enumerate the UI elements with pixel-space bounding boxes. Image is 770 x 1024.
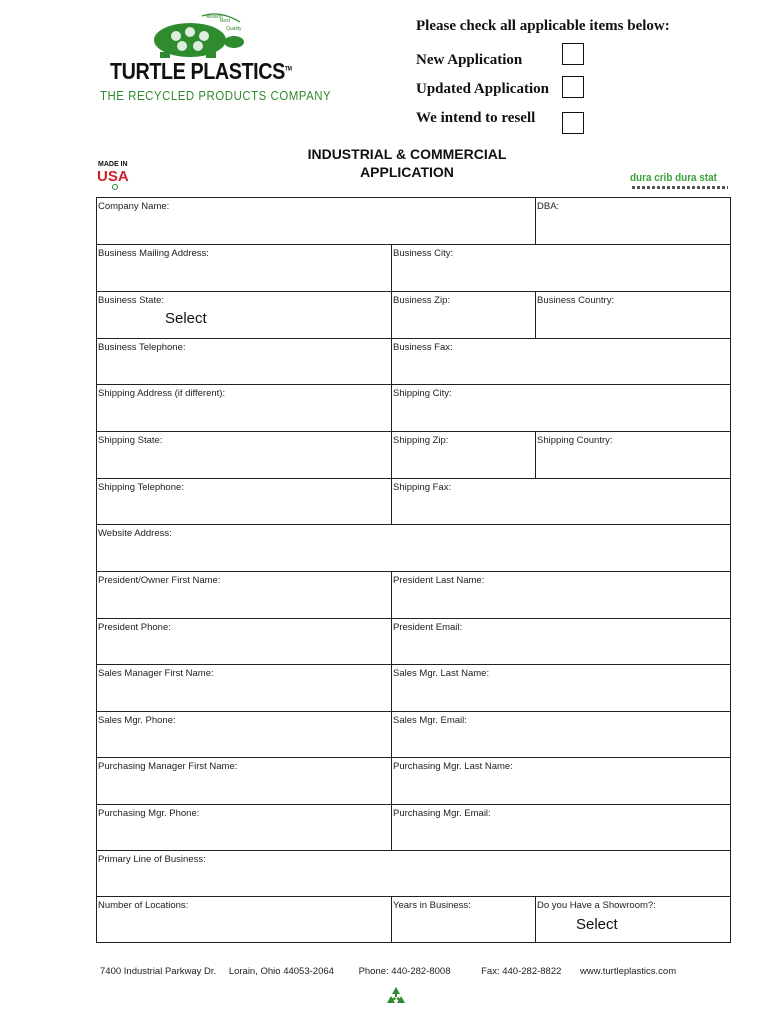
business-mailing-address-label: Business Mailing Address: xyxy=(98,248,209,259)
president-email-field[interactable] xyxy=(391,618,731,665)
business-city-label: Business City: xyxy=(393,248,454,259)
president-phone-label: President Phone: xyxy=(98,622,171,633)
purchasing-manager-first-name-label: Purchasing Manager First Name: xyxy=(98,761,238,772)
svg-text:USA: USA xyxy=(97,168,129,185)
updated-application-checkbox[interactable] xyxy=(562,76,584,98)
business-zip-label: Business Zip: xyxy=(393,295,451,306)
purchasing-mgr-email-field[interactable] xyxy=(391,804,731,851)
shipping-address-label: Shipping Address (if different): xyxy=(98,388,226,399)
turtle-logo xyxy=(140,8,260,60)
shipping-country-field[interactable] xyxy=(535,431,731,479)
sales-mgr-last-name-field[interactable] xyxy=(391,664,731,712)
purchasing-mgr-last-name-label: Purchasing Mgr. Last Name: xyxy=(393,761,513,772)
sales-mgr-email-label: Sales Mgr. Email: xyxy=(393,715,467,726)
business-zip-field[interactable] xyxy=(391,291,536,339)
sales-mgr-phone-label: Sales Mgr. Phone: xyxy=(98,715,176,726)
logo-word: Quality xyxy=(226,26,242,32)
showroom-field[interactable] xyxy=(535,896,731,943)
footer-fax: Fax: 440-282-8822 xyxy=(481,966,562,977)
number-of-locations-label: Number of Locations: xyxy=(98,900,189,911)
shipping-city-label: Shipping City: xyxy=(393,388,452,399)
logo-word: Best xyxy=(220,18,231,24)
showroom-label: Do you Have a Showroom?: xyxy=(537,900,656,911)
shipping-telephone-field[interactable] xyxy=(96,478,392,525)
sales-mgr-email-field[interactable] xyxy=(391,711,731,758)
svg-text:MADE IN: MADE IN xyxy=(98,161,128,168)
business-city-field[interactable] xyxy=(391,244,731,292)
president-last-name-label: President Last Name: xyxy=(393,575,485,586)
purchasing-mgr-phone-label: Purchasing Mgr. Phone: xyxy=(98,808,200,819)
purchasing-mgr-phone-field[interactable] xyxy=(96,804,392,851)
shipping-fax-label: Shipping Fax: xyxy=(393,482,452,493)
president-first-name-field[interactable] xyxy=(96,571,392,619)
president-email-label: President Email: xyxy=(393,622,463,633)
purchasing-mgr-email-label: Purchasing Mgr. Email: xyxy=(393,808,491,819)
president-last-name-field[interactable] xyxy=(391,571,731,619)
brand-tagline: THE RECYCLED PRODUCTS COMPANY xyxy=(100,88,332,103)
dura-brand-subtitle xyxy=(632,186,728,189)
dba-label: DBA: xyxy=(537,201,560,212)
shipping-state-label: Shipping State: xyxy=(98,435,163,446)
checklist-title: Please check all applicable items below: xyxy=(416,18,670,34)
years-in-business-field[interactable] xyxy=(391,896,536,943)
company-name-label: Company Name: xyxy=(98,201,170,212)
business-telephone-label: Business Telephone: xyxy=(98,342,186,353)
business-country-label: Business Country: xyxy=(537,295,615,306)
business-telephone-field[interactable] xyxy=(96,338,392,385)
shipping-telephone-label: Shipping Telephone: xyxy=(98,482,184,493)
sales-mgr-last-name-label: Sales Mgr. Last Name: xyxy=(393,668,490,679)
shipping-fax-field[interactable] xyxy=(391,478,731,525)
business-state-label: Business State: xyxy=(98,295,165,306)
footer-contact xyxy=(100,966,698,977)
dba-field[interactable] xyxy=(535,197,731,245)
resell-checkbox[interactable] xyxy=(562,112,584,134)
company-name-field[interactable] xyxy=(96,197,536,245)
footer-phone: Phone: 440-282-8008 xyxy=(358,966,451,977)
business-state-select[interactable]: Select xyxy=(165,310,207,327)
brand-name: TURTLE PLASTICS™ xyxy=(110,58,292,84)
showroom-select[interactable]: Select xyxy=(576,916,618,933)
footer-address: 7400 Industrial Parkway Dr. xyxy=(100,966,217,977)
sales-mgr-phone-field[interactable] xyxy=(96,711,392,758)
shipping-city-field[interactable] xyxy=(391,384,731,432)
website-address-field[interactable] xyxy=(96,524,731,572)
made-in-usa-badge xyxy=(97,156,133,192)
number-of-locations-field[interactable] xyxy=(96,896,392,943)
checklist-item-resell: We intend to resell xyxy=(416,110,536,126)
president-phone-field[interactable] xyxy=(96,618,392,665)
primary-line-of-business-label: Primary Line of Business: xyxy=(98,854,206,865)
shipping-address-field[interactable] xyxy=(96,384,392,432)
recycle-icon xyxy=(384,985,408,1007)
business-fax-field[interactable] xyxy=(391,338,731,385)
sales-manager-first-name-label: Sales Manager First Name: xyxy=(98,668,214,679)
purchasing-mgr-last-name-field[interactable] xyxy=(391,757,731,805)
trademark-mark: TM xyxy=(284,66,292,73)
shipping-state-field[interactable] xyxy=(96,431,392,479)
form-title: INDUSTRIAL & COMMERCIAL APPLICATION xyxy=(307,146,507,180)
business-country-field[interactable] xyxy=(535,291,731,339)
dura-brand-logo: dura crib dura stat xyxy=(630,172,717,184)
business-mailing-address-field[interactable] xyxy=(96,244,392,292)
checklist-item-new-application: New Application xyxy=(416,52,523,68)
business-fax-label: Business Fax: xyxy=(393,342,453,353)
logo-word: Mission xyxy=(206,14,223,20)
business-state-field[interactable] xyxy=(96,291,392,339)
footer-city: Lorain, Ohio 44053-2064 xyxy=(228,966,334,977)
shipping-zip-label: Shipping Zip: xyxy=(393,435,449,446)
primary-line-of-business-field[interactable] xyxy=(96,850,731,897)
new-application-checkbox[interactable] xyxy=(562,43,584,65)
president-first-name-label: President/Owner First Name: xyxy=(98,575,221,586)
application-form xyxy=(96,197,731,943)
shipping-country-label: Shipping Country: xyxy=(537,435,613,446)
checklist-item-updated-application: Updated Application xyxy=(416,81,549,97)
years-in-business-label: Years in Business: xyxy=(393,900,471,911)
footer-website-link[interactable]: www.turtleplastics.com xyxy=(580,966,677,977)
purchasing-manager-first-name-field[interactable] xyxy=(96,757,392,805)
website-address-label: Website Address: xyxy=(98,528,172,539)
shipping-zip-field[interactable] xyxy=(391,431,536,479)
sales-manager-first-name-field[interactable] xyxy=(96,664,392,712)
